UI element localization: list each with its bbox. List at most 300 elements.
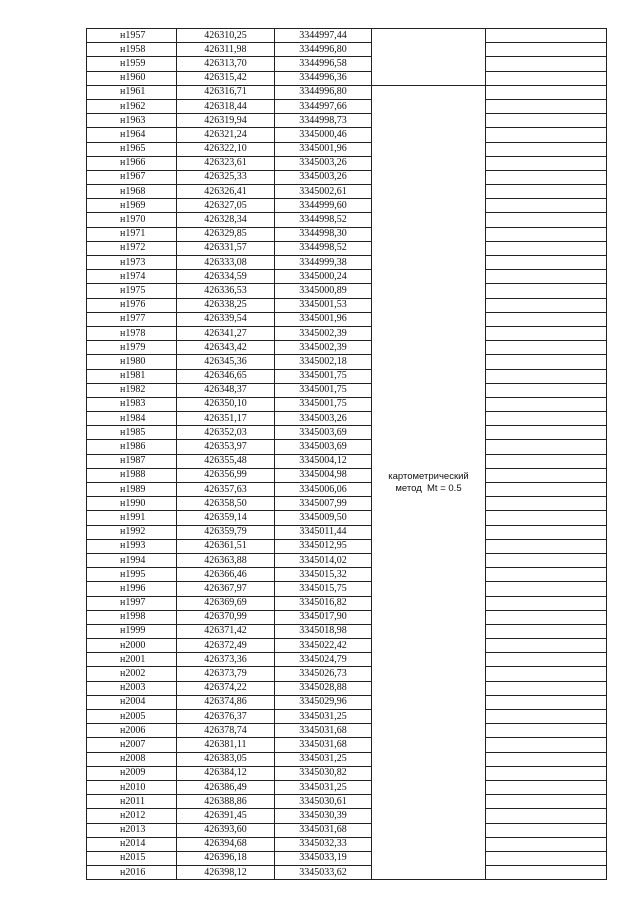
empty-cell [486,866,607,880]
y-coordinate-cell: 3345016,82 [275,596,372,610]
table-row [87,114,607,128]
table-row [87,199,607,213]
empty-cell [486,525,607,539]
point-id-cell: н2016 [87,866,177,880]
empty-cell [486,99,607,113]
y-coordinate-cell: 3345030,61 [275,795,372,809]
point-id-cell: н1962 [87,99,177,113]
x-coordinate-cell: 426374,22 [177,681,275,695]
x-coordinate-cell: 426343,42 [177,341,275,355]
table-row [87,837,607,851]
point-id-cell: н1989 [87,483,177,497]
table-row [87,695,607,709]
empty-cell [486,256,607,270]
empty-cell [486,454,607,468]
point-id-cell: н1985 [87,426,177,440]
y-coordinate-cell: 3345011,44 [275,525,372,539]
x-coordinate-cell: 426370,99 [177,610,275,624]
table-row [87,511,607,525]
y-coordinate-cell: 3345001,96 [275,312,372,326]
empty-cell [486,383,607,397]
table-row [87,383,607,397]
y-coordinate-cell: 3345004,98 [275,468,372,482]
empty-cell [486,142,607,156]
empty-cell [486,851,607,865]
table-row [87,227,607,241]
table-row [87,355,607,369]
x-coordinate-cell: 426363,88 [177,553,275,567]
point-id-cell: н2012 [87,809,177,823]
x-coordinate-cell: 426333,08 [177,256,275,270]
point-id-cell: н2014 [87,837,177,851]
method-line: картометрический [388,470,469,482]
point-id-cell: н1957 [87,29,177,43]
y-coordinate-cell: 3344997,44 [275,29,372,43]
point-id-cell: н1995 [87,568,177,582]
y-coordinate-cell: 3345033,19 [275,851,372,865]
x-coordinate-cell: 426359,79 [177,525,275,539]
x-coordinate-cell: 426323,61 [177,156,275,170]
y-coordinate-cell: 3345001,75 [275,397,372,411]
y-coordinate-cell: 3345003,26 [275,170,372,184]
empty-cell [486,326,607,340]
x-coordinate-cell: 426359,14 [177,511,275,525]
y-coordinate-cell: 3345033,62 [275,866,372,880]
table-row [87,738,607,752]
point-id-cell: н1963 [87,114,177,128]
x-coordinate-cell: 426327,05 [177,199,275,213]
x-coordinate-cell: 426381,11 [177,738,275,752]
point-id-cell: н2004 [87,695,177,709]
table-row [87,256,607,270]
x-coordinate-cell: 426350,10 [177,397,275,411]
table-row [87,270,607,284]
table-row [87,85,607,99]
empty-cell [486,29,607,43]
x-coordinate-cell: 426383,05 [177,752,275,766]
x-coordinate-cell: 426373,79 [177,667,275,681]
table-row [87,710,607,724]
y-coordinate-cell: 3345031,68 [275,738,372,752]
empty-cell [486,695,607,709]
empty-cell [486,752,607,766]
point-id-cell: н1994 [87,553,177,567]
empty-cell [486,128,607,142]
y-coordinate-cell: 3345001,75 [275,383,372,397]
table-row [87,440,607,454]
x-coordinate-cell: 426313,70 [177,57,275,71]
x-coordinate-cell: 426316,71 [177,85,275,99]
table-row [87,851,607,865]
x-coordinate-cell: 426348,37 [177,383,275,397]
x-coordinate-cell: 426396,18 [177,851,275,865]
point-id-cell: н1974 [87,270,177,284]
table-row [87,99,607,113]
empty-cell [486,227,607,241]
point-id-cell: н1968 [87,185,177,199]
empty-cell [486,568,607,582]
empty-cell [486,213,607,227]
y-coordinate-cell: 3345000,46 [275,128,372,142]
point-id-cell: н1969 [87,199,177,213]
point-id-cell: н1997 [87,596,177,610]
point-id-cell: н1979 [87,341,177,355]
table-row [87,341,607,355]
y-coordinate-cell: 3344999,38 [275,256,372,270]
y-coordinate-cell: 3345014,02 [275,553,372,567]
empty-cell [486,681,607,695]
empty-cell [486,426,607,440]
x-coordinate-cell: 426331,57 [177,241,275,255]
empty-cell [486,397,607,411]
x-coordinate-cell: 426376,37 [177,710,275,724]
point-id-cell: н1982 [87,383,177,397]
table-row [87,539,607,553]
empty-cell [486,298,607,312]
point-id-cell: н1958 [87,43,177,57]
empty-cell [486,624,607,638]
empty-cell [486,667,607,681]
y-coordinate-cell: 3344998,52 [275,241,372,255]
y-coordinate-cell: 3345002,39 [275,341,372,355]
y-coordinate-cell: 3345006,06 [275,483,372,497]
table-row [87,426,607,440]
table-row [87,454,607,468]
point-id-cell: н1991 [87,511,177,525]
x-coordinate-cell: 426326,41 [177,185,275,199]
empty-cell [486,114,607,128]
empty-cell [486,710,607,724]
x-coordinate-cell: 426366,46 [177,568,275,582]
empty-cell [486,582,607,596]
empty-cell [486,553,607,567]
empty-cell [486,170,607,184]
table-row [87,596,607,610]
x-coordinate-cell: 426334,59 [177,270,275,284]
y-coordinate-cell: 3345003,69 [275,440,372,454]
coordinates-table [86,28,607,880]
point-id-cell: н1973 [87,256,177,270]
x-coordinate-cell: 426315,42 [177,71,275,85]
table-row [87,724,607,738]
empty-cell [486,369,607,383]
point-id-cell: н1959 [87,57,177,71]
y-coordinate-cell: 3344998,52 [275,213,372,227]
y-coordinate-cell: 3345001,96 [275,142,372,156]
table-row [87,766,607,780]
point-id-cell: н1984 [87,412,177,426]
y-coordinate-cell: 3345031,68 [275,823,372,837]
method-cell [372,85,486,880]
table-row [87,553,607,567]
point-id-cell: н2006 [87,724,177,738]
x-coordinate-cell: 426355,48 [177,454,275,468]
empty-cell [486,71,607,85]
x-coordinate-cell: 426361,51 [177,539,275,553]
point-id-cell: н2005 [87,710,177,724]
point-id-cell: н1990 [87,497,177,511]
table-row [87,142,607,156]
point-id-cell: н1975 [87,284,177,298]
y-coordinate-cell: 3345003,69 [275,426,372,440]
coordinates-table-body [87,29,607,880]
y-coordinate-cell: 3345022,42 [275,639,372,653]
y-coordinate-cell: 3344997,66 [275,99,372,113]
y-coordinate-cell: 3345015,75 [275,582,372,596]
x-coordinate-cell: 426336,53 [177,284,275,298]
y-coordinate-cell: 3345003,26 [275,156,372,170]
x-coordinate-cell: 426311,98 [177,43,275,57]
point-id-cell: н2007 [87,738,177,752]
table-row [87,752,607,766]
table-row [87,483,607,497]
table-row [87,497,607,511]
point-id-cell: н1966 [87,156,177,170]
x-coordinate-cell: 426358,50 [177,497,275,511]
y-coordinate-cell: 3345024,79 [275,653,372,667]
table-row [87,582,607,596]
y-coordinate-cell: 3344996,36 [275,71,372,85]
table-row [87,653,607,667]
table-row [87,43,607,57]
y-coordinate-cell: 3345000,24 [275,270,372,284]
x-coordinate-cell: 426388,86 [177,795,275,809]
y-coordinate-cell: 3345031,68 [275,724,372,738]
point-id-cell: н1981 [87,369,177,383]
empty-cell [486,440,607,454]
table-row [87,156,607,170]
x-coordinate-cell: 426373,36 [177,653,275,667]
table-row [87,298,607,312]
point-id-cell: н2002 [87,667,177,681]
empty-cell [486,539,607,553]
x-coordinate-cell: 426374,86 [177,695,275,709]
empty-cell [486,596,607,610]
empty-cell [486,270,607,284]
table-row [87,71,607,85]
point-id-cell: н1980 [87,355,177,369]
x-coordinate-cell: 426329,85 [177,227,275,241]
x-coordinate-cell: 426353,97 [177,440,275,454]
empty-cell [486,185,607,199]
y-coordinate-cell: 3345000,89 [275,284,372,298]
empty-cell [486,639,607,653]
table-row [87,866,607,880]
empty-cell [486,497,607,511]
point-id-cell: н1999 [87,624,177,638]
x-coordinate-cell: 426322,10 [177,142,275,156]
empty-cell [486,355,607,369]
table-row [87,213,607,227]
empty-cell [486,199,607,213]
table-row [87,369,607,383]
empty-cell [486,241,607,255]
x-coordinate-cell: 426328,34 [177,213,275,227]
y-coordinate-cell: 3345029,96 [275,695,372,709]
method-text [372,471,485,495]
empty-cell [486,724,607,738]
y-coordinate-cell: 3345001,53 [275,298,372,312]
x-coordinate-cell: 426367,97 [177,582,275,596]
empty-cell [486,809,607,823]
table-row [87,57,607,71]
point-id-cell: н2000 [87,639,177,653]
y-coordinate-cell: 3345009,50 [275,511,372,525]
y-coordinate-cell: 3345031,25 [275,752,372,766]
table-row [87,568,607,582]
empty-cell [486,43,607,57]
point-id-cell: н2009 [87,766,177,780]
point-id-cell: н1993 [87,539,177,553]
point-id-cell: н1970 [87,213,177,227]
x-coordinate-cell: 426338,25 [177,298,275,312]
point-id-cell: н1992 [87,525,177,539]
point-id-cell: н1988 [87,468,177,482]
y-coordinate-cell: 3344998,73 [275,114,372,128]
y-coordinate-cell: 3345026,73 [275,667,372,681]
x-coordinate-cell: 426372,49 [177,639,275,653]
y-coordinate-cell: 3345004,12 [275,454,372,468]
y-coordinate-cell: 3345032,33 [275,837,372,851]
empty-cell [486,837,607,851]
x-coordinate-cell: 426351,17 [177,412,275,426]
y-coordinate-cell: 3345031,25 [275,780,372,794]
table-row [87,185,607,199]
point-id-cell: н1965 [87,142,177,156]
y-coordinate-cell: 3344996,58 [275,57,372,71]
point-id-cell: н1964 [87,128,177,142]
table-row [87,624,607,638]
empty-cell [486,341,607,355]
y-coordinate-cell: 3345015,32 [275,568,372,582]
x-coordinate-cell: 426339,54 [177,312,275,326]
empty-cell [486,468,607,482]
empty-cell [486,610,607,624]
x-coordinate-cell: 426321,24 [177,128,275,142]
empty-cell [486,780,607,794]
empty-cell [486,511,607,525]
x-coordinate-cell: 426384,12 [177,766,275,780]
table-row [87,128,607,142]
point-id-cell: н1987 [87,454,177,468]
x-coordinate-cell: 426371,42 [177,624,275,638]
table-row [87,412,607,426]
y-coordinate-cell: 3345031,25 [275,710,372,724]
y-coordinate-cell: 3344998,30 [275,227,372,241]
table-row [87,795,607,809]
y-coordinate-cell: 3345003,26 [275,412,372,426]
empty-cell [486,57,607,71]
method-line: метод Mt = 0.5 [395,482,462,494]
point-id-cell: н1967 [87,170,177,184]
empty-cell [486,312,607,326]
point-id-cell: н2013 [87,823,177,837]
empty-cell [486,85,607,99]
point-id-cell: н1986 [87,440,177,454]
empty-cell [486,483,607,497]
point-id-cell: н1978 [87,326,177,340]
table-row [87,284,607,298]
empty-cell [486,284,607,298]
point-id-cell: н1971 [87,227,177,241]
point-id-cell: н1977 [87,312,177,326]
x-coordinate-cell: 426369,69 [177,596,275,610]
table-row [87,397,607,411]
table-row [87,29,607,43]
x-coordinate-cell: 426346,65 [177,369,275,383]
table-row [87,312,607,326]
table-row [87,468,607,482]
point-id-cell: н1961 [87,85,177,99]
point-id-cell: н1996 [87,582,177,596]
y-coordinate-cell: 3345030,82 [275,766,372,780]
x-coordinate-cell: 426386,49 [177,780,275,794]
y-coordinate-cell: 3345012,95 [275,539,372,553]
y-coordinate-cell: 3345007,99 [275,497,372,511]
table-row [87,681,607,695]
table-row [87,639,607,653]
x-coordinate-cell: 426391,45 [177,809,275,823]
y-coordinate-cell: 3344996,80 [275,85,372,99]
y-coordinate-cell: 3345018,98 [275,624,372,638]
empty-cell [486,738,607,752]
x-coordinate-cell: 426378,74 [177,724,275,738]
point-id-cell: н1960 [87,71,177,85]
x-coordinate-cell: 426310,25 [177,29,275,43]
point-id-cell: н2001 [87,653,177,667]
table-row [87,823,607,837]
y-coordinate-cell: 3344999,60 [275,199,372,213]
x-coordinate-cell: 426352,03 [177,426,275,440]
point-id-cell: н1998 [87,610,177,624]
y-coordinate-cell: 3345002,61 [275,185,372,199]
empty-cell [486,795,607,809]
y-coordinate-cell: 3344996,80 [275,43,372,57]
x-coordinate-cell: 426345,36 [177,355,275,369]
y-coordinate-cell: 3345030,39 [275,809,372,823]
point-id-cell: н2011 [87,795,177,809]
empty-cell [486,412,607,426]
x-coordinate-cell: 426393,60 [177,823,275,837]
x-coordinate-cell: 426398,12 [177,866,275,880]
y-coordinate-cell: 3345002,18 [275,355,372,369]
y-coordinate-cell: 3345028,88 [275,681,372,695]
table-row [87,241,607,255]
point-id-cell: н2015 [87,851,177,865]
point-id-cell: н2010 [87,780,177,794]
empty-cell [486,766,607,780]
x-coordinate-cell: 426325,33 [177,170,275,184]
table-row [87,170,607,184]
point-id-cell: н2003 [87,681,177,695]
y-coordinate-cell: 3345017,90 [275,610,372,624]
empty-cell [486,823,607,837]
table-row [87,667,607,681]
y-coordinate-cell: 3345001,75 [275,369,372,383]
point-id-cell: н2008 [87,752,177,766]
x-coordinate-cell: 426394,68 [177,837,275,851]
y-coordinate-cell: 3345002,39 [275,326,372,340]
x-coordinate-cell: 426341,27 [177,326,275,340]
empty-cell [486,156,607,170]
x-coordinate-cell: 426356,99 [177,468,275,482]
empty-cell [486,653,607,667]
x-coordinate-cell: 426318,44 [177,99,275,113]
x-coordinate-cell: 426319,94 [177,114,275,128]
table-row [87,610,607,624]
point-id-cell: н1972 [87,241,177,255]
x-coordinate-cell: 426357,63 [177,483,275,497]
